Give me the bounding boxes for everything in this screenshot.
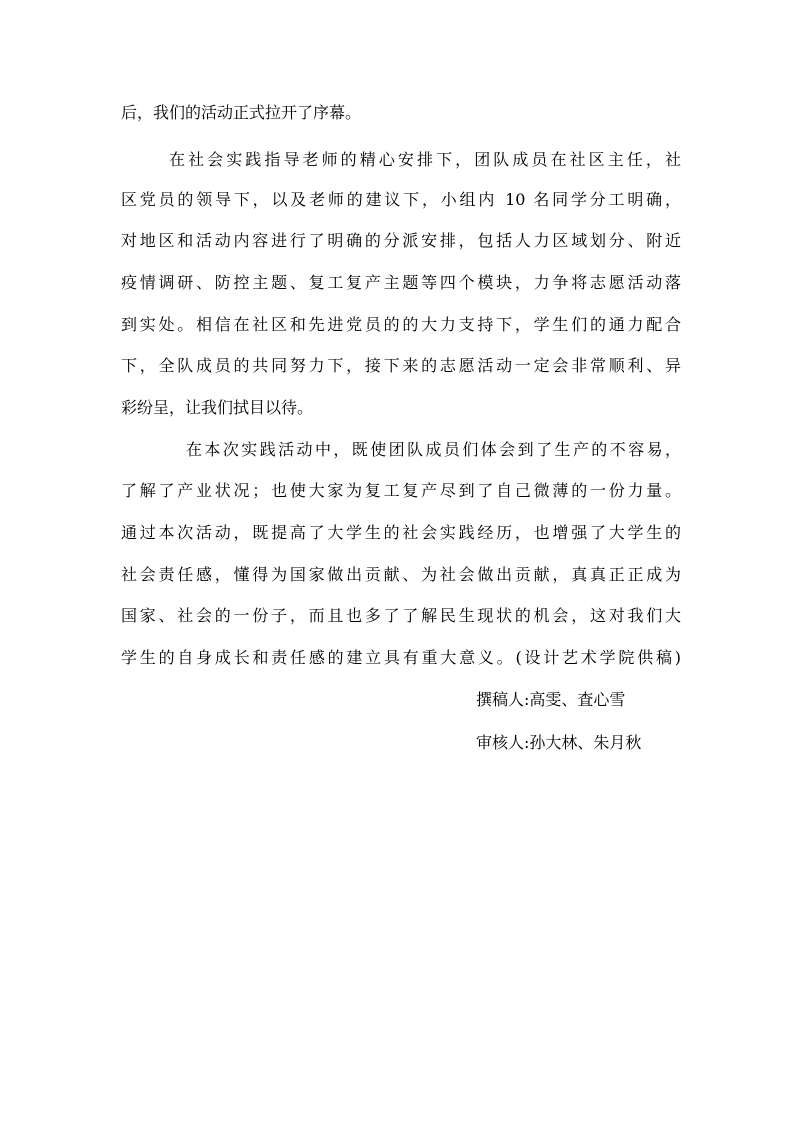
paragraph-2-line-2: 区党员的领导下，以及老师的建议下，小组内 10 名同学分工明确，	[121, 190, 681, 209]
paragraph-2-line-5: 到实处。相信在社区和先进党员的的大力支持下，学生们的通力配合	[121, 315, 681, 334]
paragraph-3-line-3: 通过本次活动，既提高了大学生的社会实践经历，也增强了大学生的	[121, 523, 681, 542]
author-signature: 撰稿人:高雯、査心雪	[476, 690, 626, 709]
paragraph-3-line-1: 在本次实践活动中，既使团队成员们体会到了生产的不容易，	[186, 440, 681, 459]
paragraph-2-line-3: 对地区和活动内容进行了明确的分派安排，包括人力区域划分、附近	[121, 231, 681, 250]
paragraph-2-line-7: 彩纷呈，让我们拭目以待。	[121, 398, 314, 417]
paragraph-2-line-1: 在社会实践指导老师的精心安排下，团队成员在社区主任，社	[169, 150, 681, 169]
paragraph-3-line-4: 社会责任感，懂得为国家做出贡献、为社会做出贡献，真真正正成为	[121, 565, 681, 584]
paragraph-1-line-1: 后，我们的活动正式拉开了序幕。	[121, 103, 362, 122]
paragraph-3-line-2: 了解了产业状况；也使大家为复工复产尽到了自己微薄的一份力量。	[121, 481, 681, 500]
paragraph-3-line-6: 学生的自身成长和责任感的建立具有重大意义。(设计艺术学院供稿)	[121, 648, 681, 667]
reviewer-signature: 审核人:孙大林、朱月秋	[476, 733, 642, 752]
paragraph-2-line-6: 下，全队成员的共同努力下，接下来的志愿活动一定会非常顺利、异	[121, 356, 681, 375]
paragraph-2-line-4: 疫情调研、防控主题、复工复产主题等四个模块，力争将志愿活动落	[121, 273, 681, 292]
paragraph-3-line-5: 国家、社会的一份子，而且也多了了解民生现状的机会，这对我们大	[121, 606, 681, 625]
